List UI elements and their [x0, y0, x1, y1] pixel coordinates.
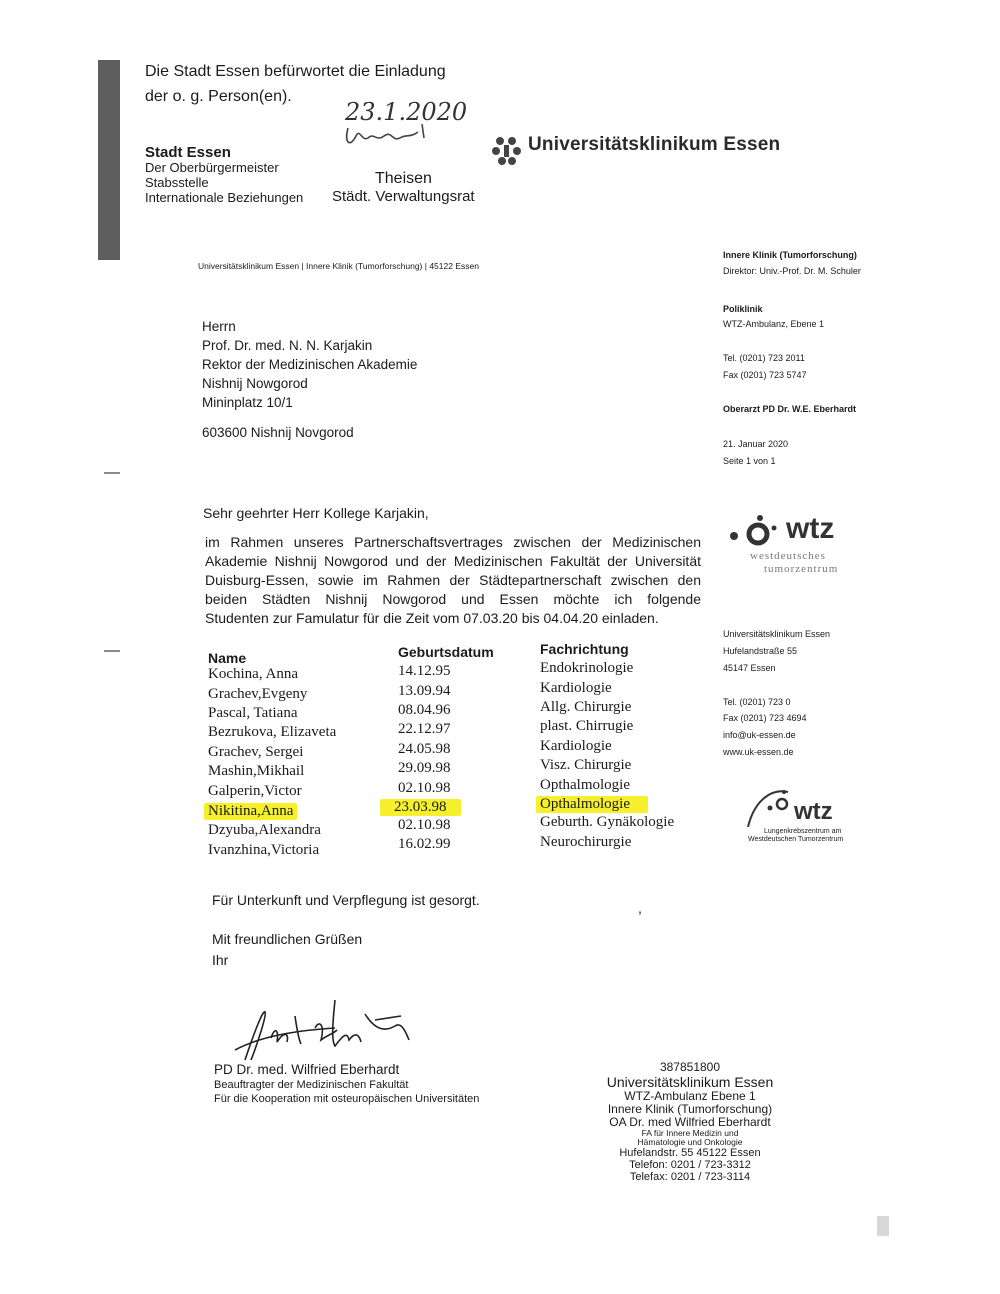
ambulanz: WTZ-Ambulanz, Ebene 1 — [723, 319, 825, 329]
student-name-highlighted: Nikitina,Anna — [204, 803, 297, 820]
student-dob: 02.10.98 — [398, 817, 451, 833]
stamp-line: FA für Innere Medizin und — [641, 1128, 739, 1138]
student-dob: 22.12.97 — [398, 721, 451, 737]
stamp-official-role: Städt. Verwaltungsrat — [332, 188, 475, 205]
stamp-line: Telefon: 0201 / 723-3312 — [629, 1159, 751, 1171]
address-city: 45147 Essen — [723, 663, 776, 673]
recipient-zip-city: 603600 Nishnij Novgorod — [202, 425, 354, 440]
stamp-org-line: Stabsstelle — [145, 175, 209, 190]
director: Direktor: Univ.-Prof. Dr. M. Schuler — [723, 266, 861, 276]
student-field-highlighted: Opthalmologie — [536, 796, 648, 813]
student-dob: 29.09.98 — [398, 760, 451, 776]
paragraph-line: beiden Städten Nishnij Nowgorod und Essen möchte ich folgende — [205, 591, 701, 607]
stamp-official-name: Theisen — [375, 170, 432, 187]
recipient-salutation: Herrn — [202, 319, 236, 334]
student-dob: 13.09.94 — [398, 683, 451, 699]
recipient-city: Nishnij Nowgorod — [202, 376, 308, 391]
closing: Mit freundlichen Grüßen — [212, 931, 363, 947]
recipient-address — [202, 317, 417, 442]
stamp-line: Innere Klinik (Tumorforschung) — [607, 1102, 773, 1116]
letter-paragraph — [205, 533, 701, 628]
student-dob: 14.12.95 — [398, 663, 451, 679]
wtz2-sub1: Lungenkrebszentrum am — [764, 828, 842, 835]
student-dob: 08.04.96 — [398, 702, 451, 718]
signatory-title: Für die Kooperation mit osteuropäischen Universitäten — [214, 1093, 480, 1105]
student-dob-highlighted: 23.03.98 — [380, 799, 461, 816]
letter-date: 21. Januar 2020 — [723, 439, 789, 449]
university-emblem-icon — [490, 133, 524, 167]
wtz-sub2: tumorzentrum — [764, 563, 839, 575]
university-logo-text: Universitätsklinikum Essen — [528, 134, 781, 155]
paragraph-line: im Rahmen unseres Partnerschaftsvertrages zwischen der Medizinischen — [205, 534, 701, 550]
oberarzt: Oberarzt PD Dr. W.E. Eberhardt — [723, 404, 857, 414]
wtz-logo — [726, 512, 866, 582]
stamp-org-title: Stadt Essen — [145, 144, 231, 161]
paragraph-line: Akademie Nishnij Nowgorod und der Medizinischen Fakultät der Universität — [205, 553, 701, 569]
paragraph-line: Duisburg-Essen, sowie im Rahmen der Städtepartnerschaft zwischen den — [205, 572, 701, 588]
fax: Fax (0201) 723 5747 — [723, 370, 807, 380]
address-street: Hufelandstraße 55 — [723, 646, 798, 656]
table-row — [0, 834, 700, 862]
page-number: Seite 1 von 1 — [723, 456, 776, 466]
accommodation-note: Für Unterkunft und Verpflegung ist gesorgt. — [212, 892, 480, 908]
letter-greeting: Sehr geehrter Herr Kollege Karjakin, — [203, 505, 429, 521]
signatory-name: PD Dr. med. Wilfried Eberhardt — [214, 1062, 400, 1077]
table-header-dob: Geburtsdatum — [398, 644, 494, 660]
student-name: Ivanzhina,Victoria — [208, 842, 320, 858]
dept-name: Innere Klinik (Tumorforschung) — [723, 250, 857, 260]
address-name: Universitätsklinikum Essen — [723, 629, 831, 639]
student-name: Grachev, Sergei — [208, 744, 304, 760]
fold-mark — [104, 650, 120, 652]
stamp-org-line: Internationale Beziehungen — [145, 190, 304, 205]
stamp-line: Hämatologie und Onkologie — [637, 1137, 743, 1147]
address-fax: Fax (0201) 723 4694 — [723, 713, 807, 723]
address-phone: Tel. (0201) 723 0 — [723, 697, 791, 707]
student-field: Endokrinologie — [540, 660, 634, 676]
poliklinik-label: Poliklinik — [723, 304, 763, 314]
stamp-line-2: der o. g. Person(en). — [145, 88, 292, 105]
student-name: Bezrukova, Elizaveta — [208, 724, 337, 740]
student-name: Mashin,Mikhail — [208, 763, 305, 779]
lung-cancer-center-logo — [742, 782, 862, 852]
wtz-logo-text: wtz — [786, 512, 835, 545]
student-dob: 24.05.98 — [398, 741, 451, 757]
stamp-office-block — [145, 145, 303, 205]
stamp-number: 387851800 — [659, 1060, 721, 1074]
phone: Tel. (0201) 723 2011 — [723, 353, 805, 363]
stamp-line: OA Dr. med Wilfried Eberhardt — [609, 1115, 771, 1129]
student-field: Kardiologie — [540, 738, 612, 754]
email[interactable]: info@uk-essen.de — [723, 730, 796, 740]
closing-ihr: Ihr — [212, 952, 229, 968]
stamp-line-1: Die Stadt Essen befürwortet die Einladung — [145, 63, 446, 80]
student-field: Allg. Chirurgie — [540, 699, 632, 715]
student-name: Pascal, Tatiana — [208, 705, 298, 721]
table-header-field: Fachrichtung — [540, 641, 629, 657]
stamp-signature-icon — [340, 108, 435, 153]
website[interactable]: www.uk-essen.de — [723, 747, 794, 757]
student-dob: 16.02.99 — [398, 836, 451, 852]
sender-line: Universitätsklinikum Essen | Innere Klinik (Tumorforschung) | 45122 Essen — [198, 261, 479, 271]
university-logo — [490, 133, 780, 167]
handwritten-date: 23.1.2020 — [345, 98, 468, 126]
student-field: Opthalmologie — [540, 777, 630, 793]
table-header-name: Name — [208, 650, 247, 666]
stamp-org-line: Der Oberbürgermeister — [145, 160, 279, 175]
stamp-line: WTZ-Ambulanz Ebene 1 — [624, 1089, 756, 1103]
student-name: Grachev,Evgeny — [208, 686, 308, 702]
stamp-org: Universitätsklinikum Essen — [606, 1074, 774, 1090]
fold-mark — [104, 472, 120, 474]
recipient-name: Prof. Dr. med. N. N. Karjakin — [202, 338, 373, 353]
recipient-street: Mininplatz 10/1 — [202, 395, 293, 410]
student-name: Dzyuba,Alexandra — [208, 822, 321, 838]
stamp-line: Telefax: 0201 / 723-3114 — [629, 1171, 751, 1183]
lung-center-swirl-icon — [742, 782, 797, 832]
stamp-line: Hufelandstr. 55 45122 Essen — [619, 1147, 761, 1159]
clinic-stamp — [590, 1060, 790, 1183]
student-field: Visz. Chirurgie — [540, 757, 632, 773]
student-field: Kardiologie — [540, 680, 612, 696]
student-field: Geburth. Gynäkologie — [540, 814, 675, 830]
student-name: Galperin,Victor — [208, 783, 302, 799]
student-field: plast. Chirrugie — [540, 718, 634, 734]
scan-side-bar — [98, 60, 120, 260]
student-field: Neurochirurgie — [540, 834, 632, 850]
student-name: Kochina, Anna — [208, 666, 298, 682]
wtz2-logo-text: wtz — [794, 798, 833, 825]
scan-artifact — [877, 1216, 889, 1236]
signatory-title: Beauftragter der Medizinischen Fakultät — [214, 1079, 409, 1091]
wtz2-sub2: Westdeutschen Tumorzentrum — [748, 836, 844, 843]
recipient-position: Rektor der Medizinischen Akademie — [202, 357, 418, 372]
handwritten-signature-icon — [225, 990, 435, 1070]
wtz-sub1: westdeutsches — [750, 550, 826, 562]
wtz-dots-icon — [726, 512, 786, 552]
student-dob: 02.10.98 — [398, 780, 451, 796]
stray-mark: , — [638, 900, 642, 916]
paragraph-line: Studenten zur Famulatur für die Zeit vom 07.03.20 bis 04.04.20 einladen. — [205, 610, 659, 626]
